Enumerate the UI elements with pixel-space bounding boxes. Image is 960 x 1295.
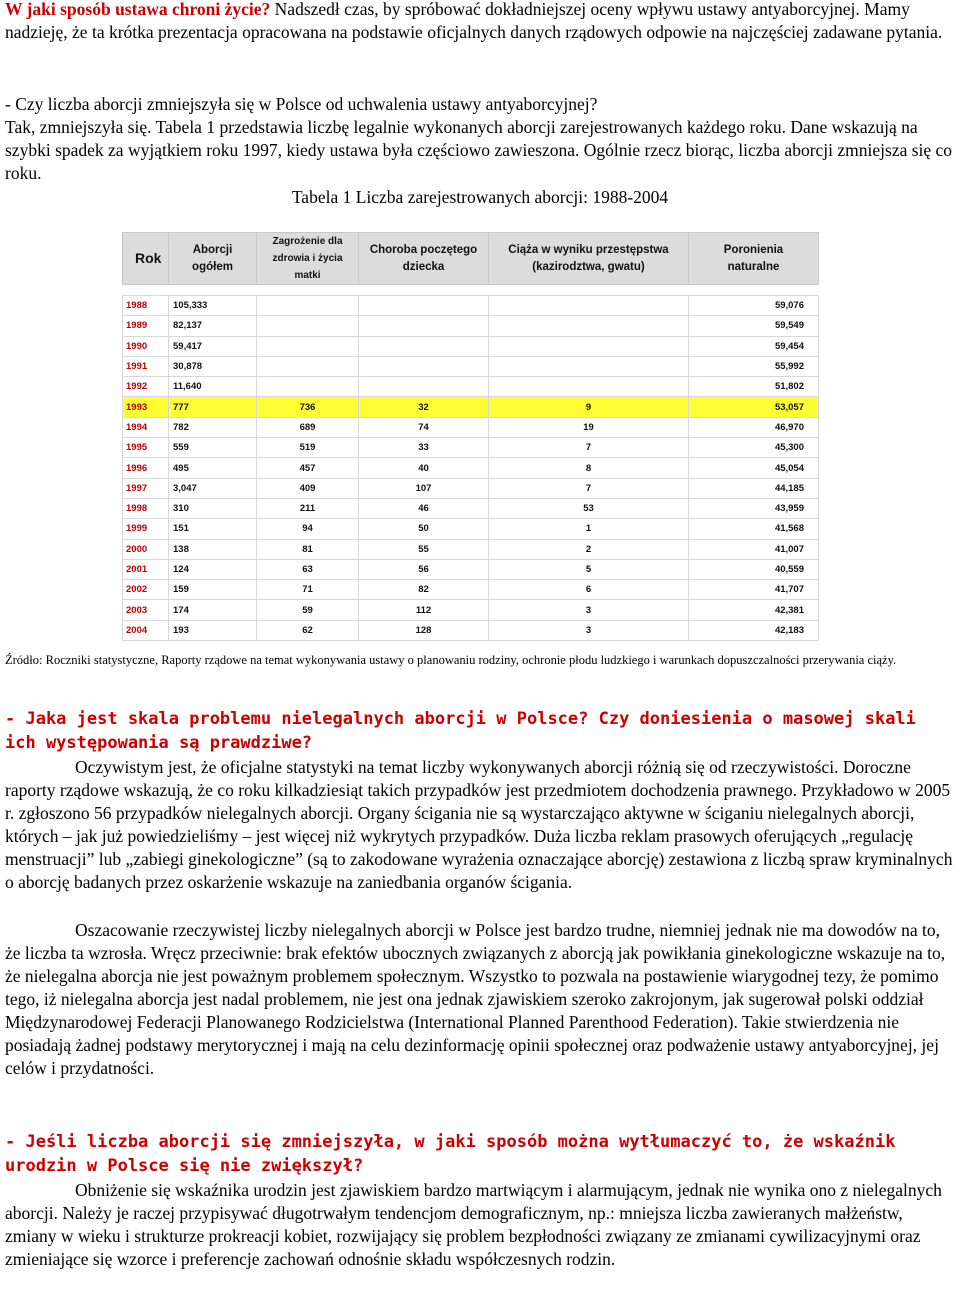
abortion-table: [122, 232, 819, 641]
cell-health: 689: [257, 417, 359, 437]
cell-crime: [489, 296, 689, 316]
cell-year: 1999: [123, 519, 169, 539]
cell-crime: [489, 336, 689, 356]
question-3: - Jeśli liczba aborcji się zmniejszyła, w jaki sposób można wytłumaczyć to, że wskaźnik urodzin w Polsce się nie zwiększył?: [5, 1132, 896, 1176]
table-caption: Tabela 1 Liczba zarejestrowanych aborcji: 1988-2004: [291, 187, 669, 207]
cell-year: 2001: [123, 559, 169, 579]
cell-year: 1995: [123, 438, 169, 458]
cell-health: [257, 356, 359, 376]
question-2: - Jaka jest skala problemu nielegalnych aborcji w Polsce? Czy doniesienia o masowej skali ich występowania są prawdziwe?: [5, 709, 916, 753]
cell-crime: 3: [489, 620, 689, 640]
cell-miscarriage: 51,802: [689, 377, 819, 397]
cell-total: 82,137: [169, 316, 257, 336]
cell-fetal: 112: [359, 600, 489, 620]
cell-health: 81: [257, 539, 359, 559]
cell-fetal: [359, 336, 489, 356]
cell-fetal: 56: [359, 559, 489, 579]
table-row: [123, 600, 819, 620]
cell-total: 59,417: [169, 336, 257, 356]
cell-year: 2000: [123, 539, 169, 559]
cell-miscarriage: 42,183: [689, 620, 819, 640]
cell-year: 1996: [123, 458, 169, 478]
cell-health: [257, 377, 359, 397]
cell-crime: 9: [489, 397, 689, 417]
col-header-health: Zagrożenie dla zdrowia i życia matki: [257, 233, 359, 285]
table-row: [123, 580, 819, 600]
cell-health: 94: [257, 519, 359, 539]
cell-fetal: 107: [359, 478, 489, 498]
cell-year: 1992: [123, 377, 169, 397]
cell-miscarriage: 41,007: [689, 539, 819, 559]
cell-fetal: [359, 377, 489, 397]
cell-health: 62: [257, 620, 359, 640]
q2-paragraph-1: Oczywistym jest, że oficjalne statystyki na temat liczby wykonywanych aborcji różnią się od rzeczywistości. Doroczne raporty rządowe wskazują, że co roku kilkadziesiąt takich przypadków jest przedmiotem dochodzenia prawnego. Przykładowo w 2005 r. zgłoszono 56 przypadków nielegalnych aborcji. Organy ścigania nie są wystarczająco aktywne w ściganiu nielegalnych aborcji, których – jak już powiedzieliśmy – jest więcej niż wykrytych przypadków. Duża liczba reklam prasowych oferujących „regulację menstruacji” lub „zabiegi ginekologiczne” (są to zakodowane wyrażenia oznaczające aborcję) zestawiona z liczbą spraw kryminalnych o aborcję badanych przez oskarżenie wskazuje na zaniedbania organów ścigania.: [5, 757, 953, 892]
cell-year: 2003: [123, 600, 169, 620]
intro-text: Nadszedł czas, by spróbować dokładniejszej oceny wpływu ustawy antyaborcyjnej. Mamy nadzieję, że ta krótka prezentacja opracowana na podstawie oficjalnych danych rządowych odpowie na najczęściej zadawane pytania.: [5, 0, 943, 42]
cell-crime: 8: [489, 458, 689, 478]
cell-health: 519: [257, 438, 359, 458]
table-row: [123, 458, 819, 478]
cell-crime: 3: [489, 600, 689, 620]
cell-miscarriage: 59,549: [689, 316, 819, 336]
col-header-year: Rok: [123, 233, 169, 285]
cell-miscarriage: 42,381: [689, 600, 819, 620]
cell-total: 124: [169, 559, 257, 579]
cell-fetal: 82: [359, 580, 489, 600]
cell-total: 777: [169, 397, 257, 417]
cell-year: 1994: [123, 417, 169, 437]
cell-total: 30,878: [169, 356, 257, 376]
header-gap: [123, 285, 819, 296]
cell-crime: 5: [489, 559, 689, 579]
intro-paragraph: [5, 0, 955, 44]
cell-crime: 7: [489, 478, 689, 498]
table-body: [123, 296, 819, 641]
cell-fetal: 40: [359, 458, 489, 478]
cell-miscarriage: 41,707: [689, 580, 819, 600]
cell-health: [257, 296, 359, 316]
table-row: [123, 316, 819, 336]
cell-total: 138: [169, 539, 257, 559]
cell-fetal: [359, 316, 489, 336]
cell-total: 105,333: [169, 296, 257, 316]
cell-health: [257, 316, 359, 336]
cell-miscarriage: 53,057: [689, 397, 819, 417]
cell-total: 174: [169, 600, 257, 620]
intro-heading: W jaki sposób ustawa chroni życie?: [5, 0, 271, 19]
cell-fetal: [359, 356, 489, 376]
cell-total: 11,640: [169, 377, 257, 397]
cell-fetal: 50: [359, 519, 489, 539]
table-source: Źródło: Roczniki statystyczne, Raporty rządowe na temat wykonywania ustawy o planowaniu rodziny, ochronie płodu ludzkiego i warunkach dopuszczalności przerywania ciąży.: [5, 653, 897, 667]
table-row: [123, 519, 819, 539]
cell-crime: 1: [489, 519, 689, 539]
q2-paragraph-2: Oszacowanie rzeczywistej liczby nielegalnych aborcji w Polsce jest bardzo trudne, niemniej jednak nie ma dowodów na to, że liczba ta wzrosła. Wręcz przeciwnie: brak efektów ubocznych związanych z aborcją jak powikłania ginekologiczne wskazuje na to, że nielegalna aborcja nie jest poważnym problemem społecznym. Wszystko to pozwala na postawienie wiarygodnej tezy, że pomimo tego, iż nielegalna aborcja jest nadal problemem, nie jest ona jednak zjawiskiem szeroko zakrojonym, jak sugerował polski oddział Międzynarodowej Federacji Planowanego Rodzicielstwa (International Planned Parenthood Federation). Takie stwierdzenia nie posiadają żadnej podstawy merytorycznej i mają na celu dezinformację opinii społecznej oraz podważenie ustawy antyaborcyjnej, jej celów i przydatności.: [5, 920, 946, 1078]
cell-miscarriage: 45,054: [689, 458, 819, 478]
cell-year: 1993: [123, 397, 169, 417]
cell-miscarriage: 41,568: [689, 519, 819, 539]
cell-total: 782: [169, 417, 257, 437]
cell-miscarriage: 44,185: [689, 478, 819, 498]
col-header-total: Aborcji ogółem: [169, 233, 257, 285]
cell-fetal: 33: [359, 438, 489, 458]
cell-year: 2004: [123, 620, 169, 640]
cell-total: 159: [169, 580, 257, 600]
cell-crime: [489, 377, 689, 397]
table-row: [123, 478, 819, 498]
cell-health: 409: [257, 478, 359, 498]
cell-year: 1990: [123, 336, 169, 356]
cell-health: 211: [257, 498, 359, 518]
cell-health: [257, 336, 359, 356]
cell-miscarriage: 55,992: [689, 356, 819, 376]
col-header-miscarriage: Poronienia naturalne: [689, 233, 819, 285]
cell-health: 736: [257, 397, 359, 417]
col-header-crime: Ciąża w wyniku przestępstwa (kazirodztwa, gwatu): [489, 233, 689, 285]
cell-miscarriage: 46,970: [689, 417, 819, 437]
cell-total: 151: [169, 519, 257, 539]
cell-miscarriage: 59,076: [689, 296, 819, 316]
cell-crime: [489, 316, 689, 336]
question-1: - Czy liczba aborcji zmniejszyła się w Polsce od uchwalenia ustawy antyaborcyjnej?: [5, 94, 598, 114]
table-row: [123, 336, 819, 356]
table-row: [123, 559, 819, 579]
cell-year: 1988: [123, 296, 169, 316]
cell-crime: 19: [489, 417, 689, 437]
table-row: [123, 498, 819, 518]
cell-crime: 53: [489, 498, 689, 518]
cell-crime: 2: [489, 539, 689, 559]
cell-fetal: 128: [359, 620, 489, 640]
cell-year: 1991: [123, 356, 169, 376]
cell-total: 495: [169, 458, 257, 478]
cell-total: 310: [169, 498, 257, 518]
q3-paragraph-1: Obniżenie się wskaźnika urodzin jest zjawiskiem bardzo martwiącym i alarmującym, jednak nie wynika ono z nielegalnych aborcji. Należy je raczej przypisywać długotrwałym tendencjom demograficznym, np.: mniejsza liczba zawieranych małżeństw, zmiany w wieku i strukturze prokreacji kobiet, rozwijający się problem bezpłodności związany ze zmianami cywilizacyjnymi oraz zmieniające się wzorce i preferencje zachowań odnośnie składu współczesnych rodzin.: [5, 1180, 942, 1269]
cell-fetal: 55: [359, 539, 489, 559]
cell-fetal: 32: [359, 397, 489, 417]
answer-1: Tak, zmniejszyła się. Tabela 1 przedstawia liczbę legalnie wykonanych aborcji zarejestrowanych każdego roku. Dane wskazują na szybki spadek za wyjątkiem roku 1997, kiedy ustawa była częściowo zawieszona. Ogólnie rzecz biorąc, liczba aborcji zmniejsza się co roku.: [5, 117, 953, 183]
cell-health: 63: [257, 559, 359, 579]
table-row: [123, 417, 819, 437]
cell-health: 59: [257, 600, 359, 620]
table-header-row: [123, 233, 819, 285]
table-row: [123, 356, 819, 376]
cell-crime: 7: [489, 438, 689, 458]
table-row: [123, 620, 819, 640]
table-row: [123, 539, 819, 559]
abortion-table-container: [122, 232, 818, 636]
cell-miscarriage: 40,559: [689, 559, 819, 579]
table-row: [123, 296, 819, 316]
cell-total: 559: [169, 438, 257, 458]
cell-crime: [489, 356, 689, 376]
cell-miscarriage: 59,454: [689, 336, 819, 356]
cell-year: 1997: [123, 478, 169, 498]
table-row: [123, 438, 819, 458]
cell-miscarriage: 45,300: [689, 438, 819, 458]
cell-fetal: 46: [359, 498, 489, 518]
cell-health: 457: [257, 458, 359, 478]
cell-year: 2002: [123, 580, 169, 600]
cell-health: 71: [257, 580, 359, 600]
cell-miscarriage: 43,959: [689, 498, 819, 518]
cell-fetal: 74: [359, 417, 489, 437]
table-row: [123, 397, 819, 417]
cell-total: 193: [169, 620, 257, 640]
cell-total: 3,047: [169, 478, 257, 498]
cell-year: 1998: [123, 498, 169, 518]
cell-year: 1989: [123, 316, 169, 336]
cell-crime: 6: [489, 580, 689, 600]
col-header-fetal: Choroba poczętego dziecka: [359, 233, 489, 285]
table-row: [123, 377, 819, 397]
cell-fetal: [359, 296, 489, 316]
